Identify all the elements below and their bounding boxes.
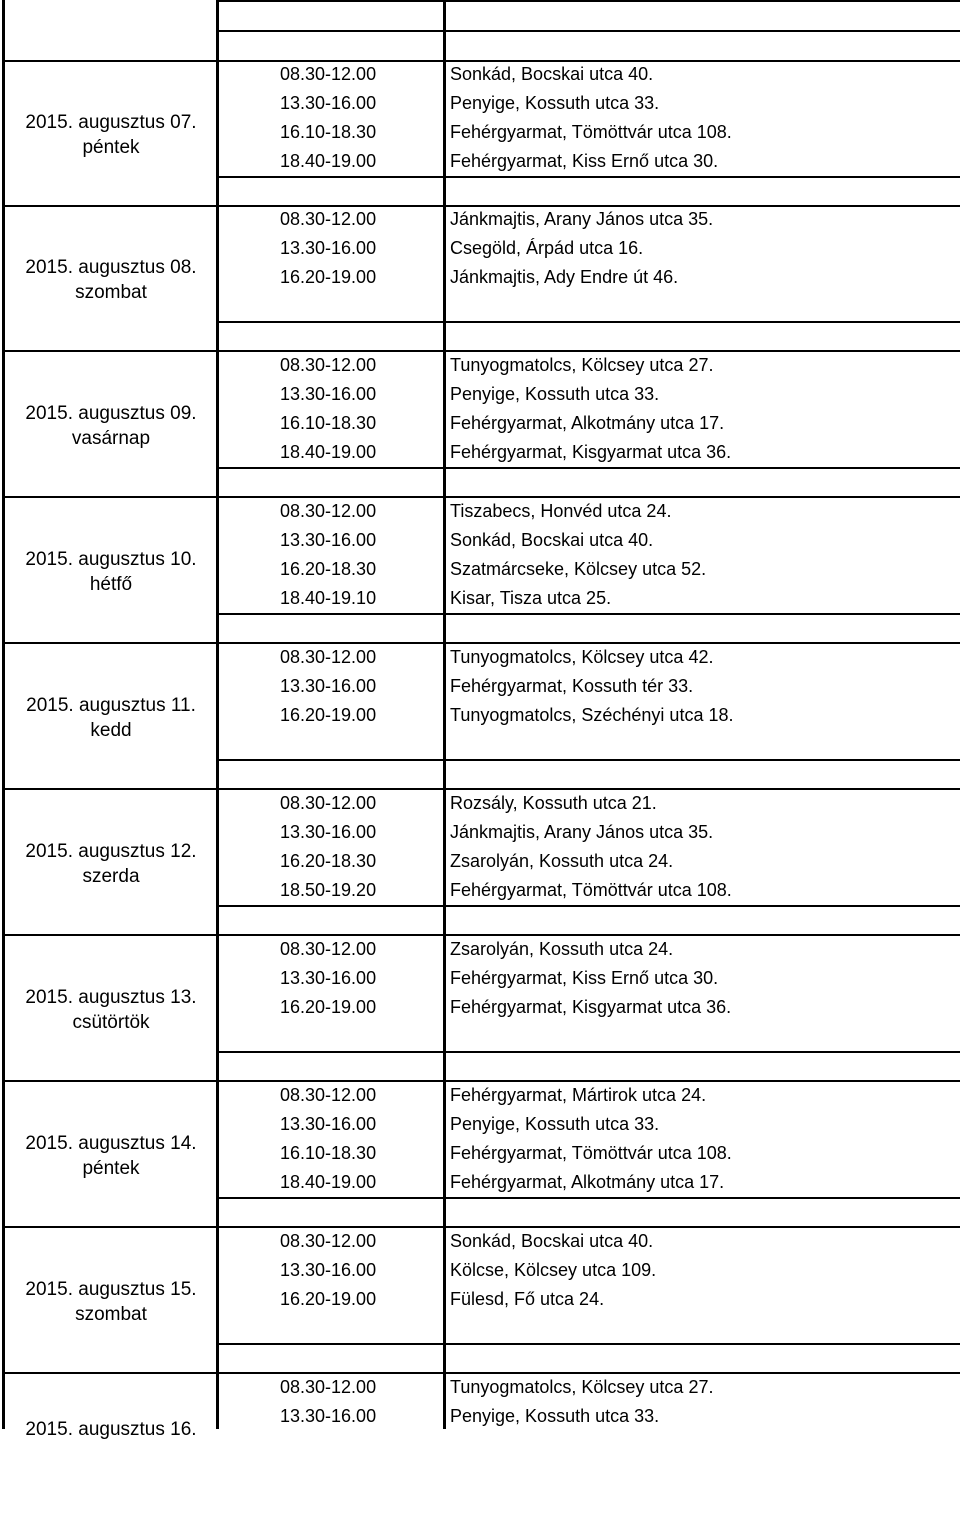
time-slot: 13.30-16.00: [280, 1406, 377, 1426]
location: Tiszabecs, Honvéd utca 24.: [450, 501, 672, 521]
location: Tunyogmatolcs, Széchényi utca 18.: [450, 705, 734, 725]
time-slot: 13.30-16.00: [280, 968, 377, 988]
weekday-label: szombat: [75, 282, 147, 303]
location: Szatmárcseke, Kölcsey utca 52.: [450, 559, 707, 579]
location: Sonkád, Bocskai utca 40.: [450, 530, 654, 550]
weekday-label: szerda: [82, 866, 140, 887]
location: Jánkmajtis, Ady Endre út 46.: [450, 267, 679, 287]
weekday-label: hétfő: [89, 574, 133, 595]
time-slot: 08.30-12.00: [280, 939, 377, 959]
weekday-label: péntek: [82, 137, 140, 158]
date-cell: [5, 839, 217, 889]
subrow-divider: [219, 905, 960, 907]
time-slot: 18.50-19.20: [280, 880, 377, 900]
day-block: [0, 497, 960, 643]
date-cell: [5, 110, 217, 160]
location: Zsarolyán, Kossuth utca 24.: [450, 851, 674, 871]
subrow-divider: [219, 176, 960, 178]
date-label: 2015. augusztus 15.: [25, 1279, 197, 1300]
time-slot: 08.30-12.00: [280, 1377, 377, 1397]
location: Tunyogmatolcs, Kölcsey utca 42.: [450, 647, 714, 667]
location: Penyige, Kossuth utca 33.: [450, 1406, 660, 1426]
time-slot: 13.30-16.00: [280, 384, 377, 404]
subrow-divider: [219, 321, 960, 323]
time-slot: 18.40-19.10: [280, 588, 377, 608]
date-cell: [5, 1277, 217, 1327]
day-block: [0, 205, 960, 351]
time-slot: 13.30-16.00: [280, 530, 377, 550]
subrow-divider: [219, 1197, 960, 1199]
time-slot: 08.30-12.00: [280, 1231, 377, 1251]
location: Fehérgyarmat, Mártirok utca 24.: [450, 1085, 707, 1105]
location: Fehérgyarmat, Kisgyarmat utca 36.: [450, 997, 732, 1017]
location: Fehérgyarmat, Kiss Ernő utca 30.: [450, 968, 719, 988]
date-label: 2015. augusztus 14.: [25, 1133, 197, 1154]
day-block: [0, 935, 960, 1081]
time-slot: 08.30-12.00: [280, 793, 377, 813]
time-slot: 08.30-12.00: [280, 647, 377, 667]
date-label: 2015. augusztus 12.: [25, 841, 197, 862]
subrow-divider: [219, 759, 960, 761]
subrow-divider: [219, 1051, 960, 1053]
table-border-top: [219, 0, 960, 2]
location: Penyige, Kossuth utca 33.: [450, 93, 660, 113]
time-slot: 08.30-12.00: [280, 501, 377, 521]
time-slot: 16.10-18.30: [280, 1143, 377, 1163]
time-slot: 13.30-16.00: [280, 93, 377, 113]
date-label: 2015. augusztus 13.: [25, 987, 197, 1008]
time-slot: 16.20-19.00: [280, 267, 377, 287]
location: Penyige, Kossuth utca 33.: [450, 1114, 660, 1134]
day-block: [0, 643, 960, 789]
location: Kölcse, Kölcsey utca 109.: [450, 1260, 657, 1280]
location: Fehérgyarmat, Kisgyarmat utca 36.: [450, 442, 732, 462]
date-label: 2015. augusztus 11.: [26, 695, 196, 716]
location: Fehérgyarmat, Alkotmány utca 17.: [450, 413, 725, 433]
location: Fehérgyarmat, Kossuth tér 33.: [450, 676, 694, 696]
time-slot: 13.30-16.00: [280, 822, 377, 842]
time-slot: 18.40-19.00: [280, 442, 377, 462]
time-slot: 16.10-18.30: [280, 122, 377, 142]
location: Zsarolyán, Kossuth utca 24.: [450, 939, 674, 959]
location: Tunyogmatolcs, Kölcsey utca 27.: [450, 1377, 714, 1397]
weekday-label: péntek: [82, 1158, 140, 1179]
location: Jánkmajtis, Arany János utca 35.: [450, 822, 714, 842]
date-cell: [5, 1131, 217, 1181]
day-block: [0, 351, 960, 497]
time-slot: 16.20-19.00: [280, 1289, 377, 1309]
time-slot: 18.40-19.00: [280, 1172, 377, 1192]
date-label: 2015. augusztus 09.: [25, 403, 197, 424]
time-slot: 16.20-19.00: [280, 997, 377, 1017]
location: Fehérgyarmat, Tömöttvár utca 108.: [450, 122, 732, 142]
day-block: [0, 1373, 960, 1519]
location: Fülesd, Fő utca 24.: [450, 1289, 605, 1309]
location: Penyige, Kossuth utca 33.: [450, 384, 660, 404]
day-block: [0, 1081, 960, 1227]
time-slot: 08.30-12.00: [280, 209, 377, 229]
date-label: 2015. augusztus 16.: [25, 1419, 197, 1440]
date-label: 2015. augusztus 10.: [25, 549, 197, 570]
location: Jánkmajtis, Arany János utca 35.: [450, 209, 714, 229]
day-block: [0, 60, 960, 206]
location: Fehérgyarmat, Alkotmány utca 17.: [450, 1172, 725, 1192]
subrow-divider: [219, 1343, 960, 1345]
time-slot: 16.20-18.30: [280, 851, 377, 871]
time-slot: 13.30-16.00: [280, 238, 377, 258]
location: Fehérgyarmat, Kiss Ernő utca 30.: [450, 151, 719, 171]
subrow-divider: [219, 613, 960, 615]
subrow-divider: [219, 467, 960, 469]
location: Tunyogmatolcs, Kölcsey utca 27.: [450, 355, 714, 375]
location: Rozsály, Kossuth utca 21.: [450, 793, 657, 813]
location: Sonkád, Bocskai utca 40.: [450, 1231, 654, 1251]
time-slot: 08.30-12.00: [280, 1085, 377, 1105]
time-slot: 13.30-16.00: [280, 676, 377, 696]
date-cell: [5, 401, 217, 451]
weekday-label: szombat: [75, 1304, 147, 1325]
time-slot: 16.20-18.30: [280, 559, 377, 579]
time-slot: 08.30-12.00: [280, 355, 377, 375]
time-slot: 13.30-16.00: [280, 1114, 377, 1134]
weekday-label: csütörtök: [72, 1012, 150, 1033]
location: Fehérgyarmat, Tömöttvár utca 108.: [450, 880, 732, 900]
time-slot: 16.10-18.30: [280, 413, 377, 433]
location: Csegöld, Árpád utca 16.: [450, 238, 644, 258]
date-cell: [5, 693, 217, 743]
time-slot: 08.30-12.00: [280, 64, 377, 84]
location: Fehérgyarmat, Tömöttvár utca 108.: [450, 1143, 732, 1163]
day-block: [0, 789, 960, 935]
date-cell: [5, 547, 217, 597]
date-cell: [5, 985, 217, 1035]
day-block: [0, 1227, 960, 1373]
date-label: 2015. augusztus 07.: [25, 112, 197, 133]
location: Kisar, Tisza utca 25.: [450, 588, 612, 608]
header-row-divider: [219, 30, 960, 32]
time-slot: 16.20-19.00: [280, 705, 377, 725]
date-cell: [5, 255, 217, 305]
time-slot: 18.40-19.00: [280, 151, 377, 171]
date-cell: [5, 1417, 217, 1442]
weekday-label: vasárnap: [71, 428, 151, 449]
location: Sonkád, Bocskai utca 40.: [450, 64, 654, 84]
weekday-label: kedd: [90, 720, 132, 741]
time-slot: 13.30-16.00: [280, 1260, 377, 1280]
date-label: 2015. augusztus 08.: [25, 257, 197, 278]
